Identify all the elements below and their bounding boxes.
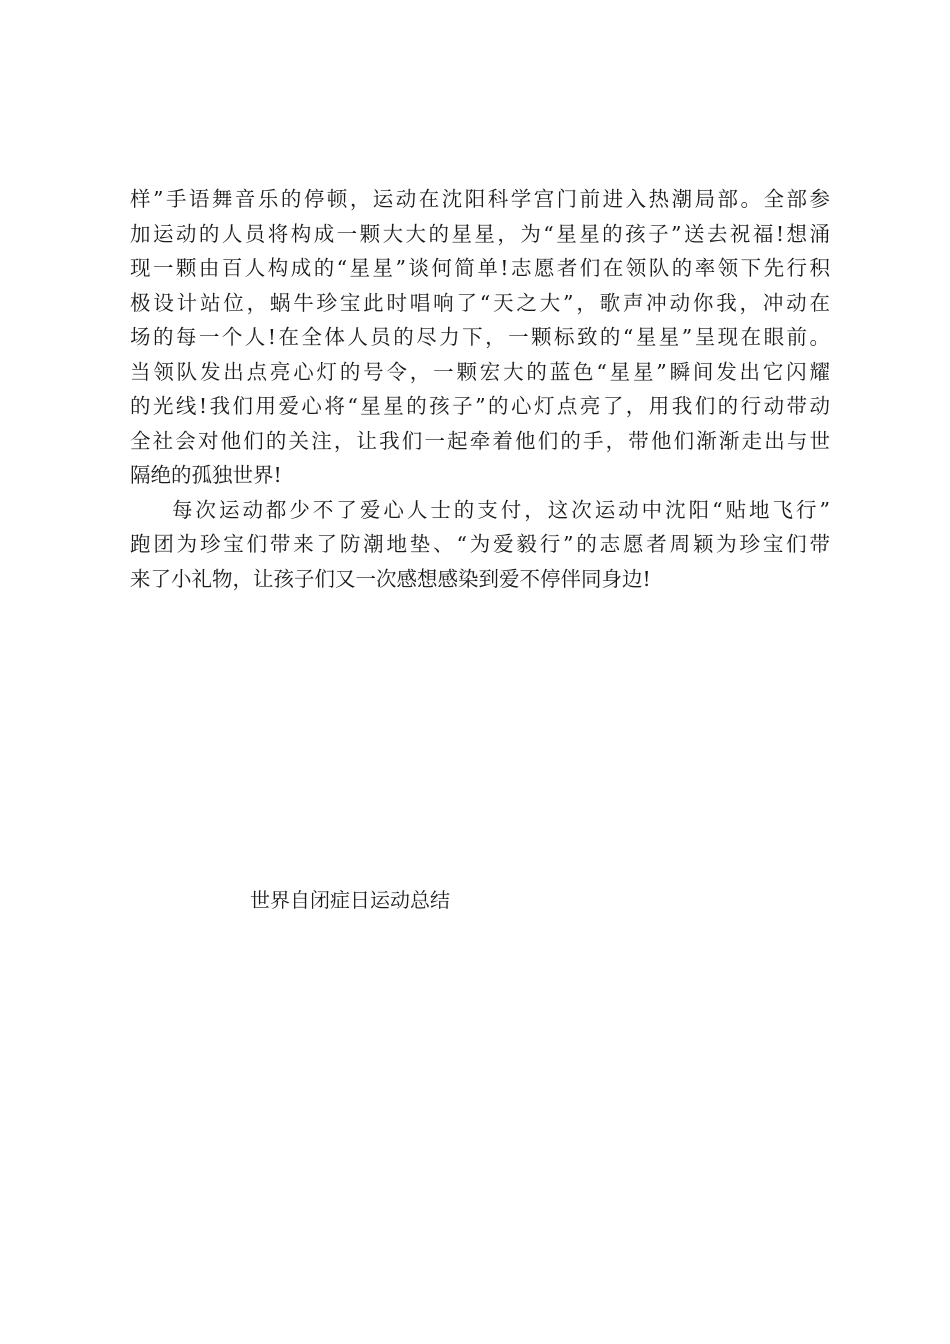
paragraph-line: 全社会对他们的关注，让我们一起牵着他们的手，带他们渐渐走出与世 <box>130 428 830 453</box>
paragraph-line: 现一颗由百人构成的“星星”谈何简单!志愿者们在领队的率领下先行积 <box>130 256 830 280</box>
paragraph-line: 场的每一个人!在全体人员的尽力下，一颗标致的“星星”呈现在眼前。 <box>130 325 830 349</box>
paragraph-line: 每次运动都少不了爱心人士的支付，这次运动中沈阳“贴地飞行” <box>172 497 830 522</box>
paragraph-2 <box>130 493 830 597</box>
paragraph-line: 的光线!我们用爱心将“星星的孩子”的心灯点亮了，用我们的行动带动 <box>130 394 830 418</box>
paragraph-line: 极设计站位，蜗牛珍宝此时唱响了“天之大”，歌声冲动你我，冲动在 <box>130 290 830 315</box>
paragraph-line: 来了小礼物，让孩子们又一次感想感染到爱不停伴同身边! <box>130 566 651 591</box>
paragraph-line: 样”手语舞音乐的停顿，运动在沈阳科学宫门前进入热潮局部。全部参 <box>130 187 830 211</box>
paragraph-line: 隔绝的孤独世界! <box>130 463 282 487</box>
document-body <box>130 182 830 596</box>
paragraph-line: 当领队发出点亮心灯的号令，一颗宏大的蓝色“星星”瞬间发出它闪耀 <box>130 359 830 384</box>
paragraph-1 <box>130 182 830 493</box>
document-heading: 世界自闭症日运动总结 <box>250 888 450 912</box>
paragraph-line: 跑团为珍宝们带来了防潮地垫、“为爱毅行”的志愿者周颖为珍宝们带 <box>130 532 830 556</box>
paragraph-line: 加运动的人员将构成一颗大大的星星，为“星星的孩子”送去祝福!想涌 <box>130 221 830 246</box>
